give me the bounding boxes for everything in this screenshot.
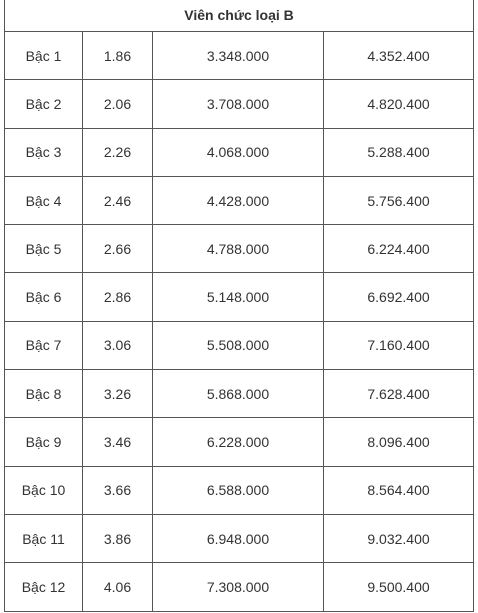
salary-current-cell: 3.708.000: [153, 80, 324, 128]
grade-cell: Bậc 3: [5, 128, 83, 176]
table-header-title: Viên chức loại B: [5, 0, 474, 32]
coefficient-cell: 1.86: [83, 32, 153, 80]
coefficient-cell: 2.66: [83, 225, 153, 273]
salary-new-cell: 5.288.400: [324, 128, 474, 176]
salary-current-cell: 5.148.000: [153, 273, 324, 321]
grade-cell: Bậc 5: [5, 225, 83, 273]
salary-current-cell: 4.068.000: [153, 128, 324, 176]
coefficient-cell: 2.06: [83, 80, 153, 128]
table-row: [5, 466, 474, 514]
table-row: [5, 176, 474, 224]
table-row: [5, 128, 474, 176]
coefficient-cell: 3.26: [83, 370, 153, 418]
salary-new-cell: 4.352.400: [324, 32, 474, 80]
salary-new-cell: 5.756.400: [324, 176, 474, 224]
salary-current-cell: 5.508.000: [153, 321, 324, 369]
grade-cell: Bậc 10: [5, 466, 83, 514]
salary-current-cell: 6.948.000: [153, 514, 324, 562]
table-row: [5, 225, 474, 273]
table-row: [5, 321, 474, 369]
grade-cell: Bậc 7: [5, 321, 83, 369]
coefficient-cell: 3.06: [83, 321, 153, 369]
salary-table: [4, 0, 474, 612]
salary-table-body: [5, 0, 474, 611]
salary-new-cell: 6.692.400: [324, 273, 474, 321]
salary-new-cell: 9.032.400: [324, 514, 474, 562]
salary-new-cell: 6.224.400: [324, 225, 474, 273]
salary-new-cell: 4.820.400: [324, 80, 474, 128]
salary-current-cell: 6.588.000: [153, 466, 324, 514]
salary-current-cell: 5.868.000: [153, 370, 324, 418]
salary-new-cell: 8.096.400: [324, 418, 474, 466]
salary-new-cell: 7.628.400: [324, 370, 474, 418]
grade-cell: Bậc 9: [5, 418, 83, 466]
grade-cell: Bậc 1: [5, 32, 83, 80]
salary-new-cell: 8.564.400: [324, 466, 474, 514]
grade-cell: Bậc 2: [5, 80, 83, 128]
coefficient-cell: 4.06: [83, 563, 153, 611]
coefficient-cell: 3.86: [83, 514, 153, 562]
salary-current-cell: 7.308.000: [153, 563, 324, 611]
salary-new-cell: 9.500.400: [324, 563, 474, 611]
coefficient-cell: 2.26: [83, 128, 153, 176]
grade-cell: Bậc 11: [5, 514, 83, 562]
table-row: [5, 514, 474, 562]
salary-current-cell: 4.428.000: [153, 176, 324, 224]
salary-current-cell: 4.788.000: [153, 225, 324, 273]
grade-cell: Bậc 8: [5, 370, 83, 418]
table-row: [5, 273, 474, 321]
coefficient-cell: 2.46: [83, 176, 153, 224]
table-header-row: [5, 0, 474, 32]
coefficient-cell: 3.46: [83, 418, 153, 466]
table-row: [5, 80, 474, 128]
grade-cell: Bậc 6: [5, 273, 83, 321]
table-row: [5, 32, 474, 80]
salary-current-cell: 6.228.000: [153, 418, 324, 466]
table-row: [5, 370, 474, 418]
table-row: [5, 418, 474, 466]
salary-new-cell: 7.160.400: [324, 321, 474, 369]
grade-cell: Bậc 4: [5, 176, 83, 224]
coefficient-cell: 2.86: [83, 273, 153, 321]
coefficient-cell: 3.66: [83, 466, 153, 514]
grade-cell: Bậc 12: [5, 563, 83, 611]
table-row: [5, 563, 474, 611]
salary-current-cell: 3.348.000: [153, 32, 324, 80]
